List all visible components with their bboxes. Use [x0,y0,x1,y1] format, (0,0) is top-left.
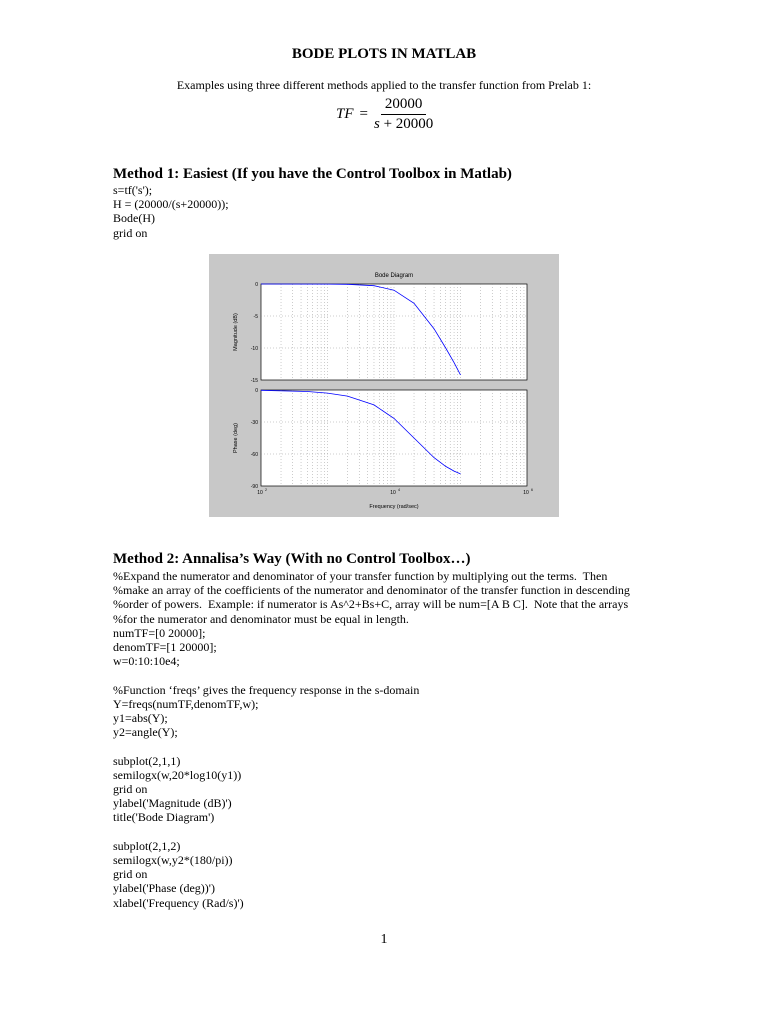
code-line: %for the numerator and denominator must be equal in length. [113,611,409,626]
code-line: numTF=[0 20000]; [113,625,206,640]
code-line: %Function ‘freqs’ gives the frequency response in the s-domain [113,682,420,697]
x-tick-base: 10 [257,490,263,496]
y-axis-label: Phase (deg) [233,423,239,453]
code-line: title('Bode Diagram') [113,810,215,825]
formula-lhs: TF [336,105,354,122]
code-line: grid on [113,225,148,240]
formula-numerator: 20000 [381,96,427,115]
formula-den-rest: + 20000 [379,115,434,132]
code-line: grid on [113,867,148,882]
bode-plot-svg [209,254,559,517]
page-number: 1 [380,932,388,947]
code-line: Y=freqs(numTF,denomTF,w); [113,696,259,711]
y-tick-label: -5 [253,314,258,320]
code-line: %make an array of the coefficients of the numerator and denominator of the transfer function in descending [113,583,630,598]
y-tick-label: -60 [250,452,258,458]
code-line: H = (20000/(s+20000)); [113,197,229,212]
code-line: semilogx(w,20*log10(y1)) [113,767,242,782]
code-line: semilogx(w,y2*(180/pi)) [113,853,233,868]
code-line [113,668,630,682]
code-line: ylabel('Phase (deg))') [113,881,215,896]
code-line: denomTF=[1 20000]; [113,640,217,655]
y-tick-label: -15 [250,378,258,384]
code-line: w=0:10:10e4; [113,654,180,669]
x-tick-exponent: 2 [265,488,267,492]
code-line: y1=abs(Y); [113,711,168,726]
bode-figure [209,254,559,517]
y-tick-label: 0 [255,282,258,288]
page-title: BODE PLOTS IN MATLAB [291,46,477,62]
chart-title: Bode Diagram [374,273,414,279]
method1-heading: Method 1: Easiest (If you have the Control Toolbox in Matlab) [113,166,512,182]
formula-denominator [374,115,433,133]
method2-code [113,569,630,910]
y-tick-label: 0 [255,388,258,394]
code-line: s=tf('s'); [113,183,153,197]
y-tick-label: -90 [250,484,258,490]
intro-text: Examples using three different methods applied to the transfer function from Prelab 1: [176,78,592,92]
code-line [113,739,630,753]
code-line: Bode(H) [113,211,155,226]
code-line: %Expand the numerator and denominator of your transfer function by multiplying out the terms. Then [113,569,608,583]
x-tick-base: 10 [523,490,529,496]
x-tick-base: 10 [390,490,396,496]
code-line: %order of powers. Example: if numerator is As^2+Bs+C, array will be num=[A B C]. Note that the arrays [113,597,629,612]
code-line: ylabel('Magnitude (dB)') [113,796,232,811]
code-line [113,825,630,839]
code-line: y2=angle(Y); [113,725,178,740]
code-line: grid on [113,782,148,797]
y-tick-label: -10 [250,346,258,352]
formula-fraction [374,96,433,133]
method1-code [113,183,229,240]
y-axis-label: Magnitude (dB) [233,313,239,351]
y-tick-label: -30 [250,420,258,426]
x-tick-exponent: 6 [531,488,533,492]
code-line: subplot(2,1,1) [113,753,181,768]
code-line: subplot(2,1,2) [113,838,181,853]
x-axis-label: Frequency (rad/sec) [369,504,419,510]
formula-equals: = [359,105,368,122]
formula-den-var: s [373,115,380,132]
x-tick-exponent: 4 [398,488,400,492]
method2-heading: Method 2: Annalisa’s Way (With no Control Toolbox…) [113,551,471,567]
transfer-function-formula [336,92,433,136]
code-line: xlabel('Frequency (Rad/s)') [113,895,244,910]
